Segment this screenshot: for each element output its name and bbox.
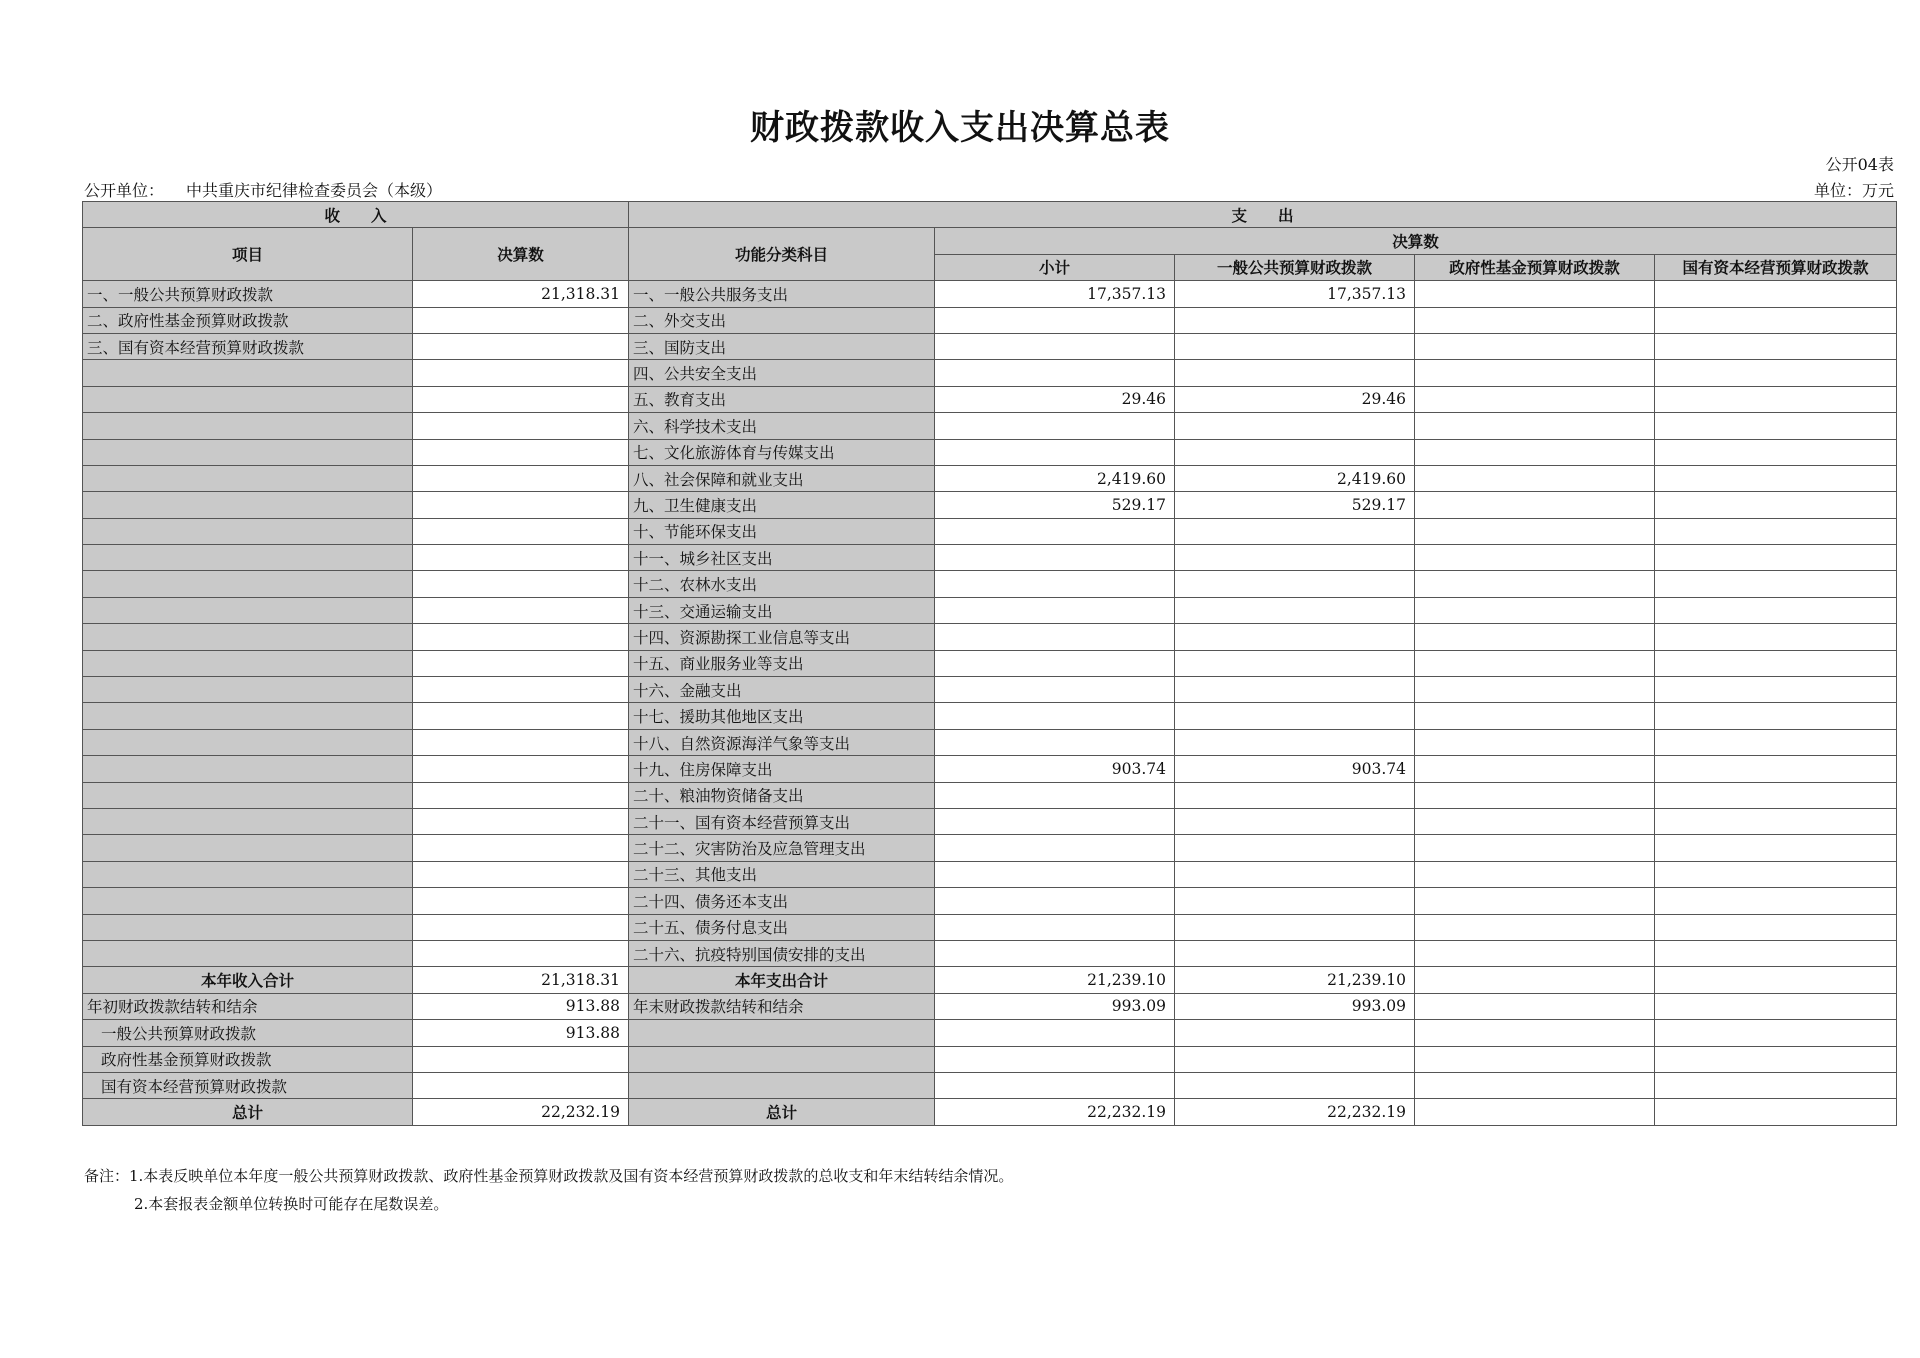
gov-fund-cell: [1415, 439, 1655, 465]
currency-unit: 单位：万元: [1813, 181, 1894, 200]
empty-cell: [935, 1046, 1175, 1072]
general-budget-cell: [1175, 888, 1415, 914]
subtotal-cell: 529.17: [935, 492, 1175, 518]
year-expense-capital: [1655, 967, 1897, 993]
year-income-label: 本年收入合计: [83, 967, 413, 993]
empty-cell: [1655, 1046, 1897, 1072]
expense-item-cell: 十一、城乡社区支出: [629, 545, 935, 571]
subtotal-cell: [935, 307, 1175, 333]
note-line: 备注：1.本表反映单位本年度一般公共预算财政拨款、政府性基金预算财政拨款及国有资本经营预算财政拨款的总收支和年末结转结余情况。: [84, 1167, 1014, 1185]
empty-cell: [935, 1020, 1175, 1046]
year-total-row: [83, 967, 1897, 993]
income-item-cell: 二、政府性基金预算财政拨款: [83, 307, 413, 333]
state-capital-cell: [1655, 281, 1897, 307]
empty-cell: [935, 1072, 1175, 1098]
table-row: [83, 518, 1897, 544]
income-amount-cell: [413, 545, 629, 571]
subtotal-cell: [935, 703, 1175, 729]
gov-fund-cell: [1415, 677, 1655, 703]
year-expense-subtotal: 21,239.10: [935, 967, 1175, 993]
gov-fund-cell: [1415, 756, 1655, 782]
subtotal-cell: [935, 360, 1175, 386]
item-header: 项目: [83, 228, 413, 281]
subtotal-cell: [935, 861, 1175, 887]
table-row: [83, 281, 1897, 307]
balance-row: [83, 993, 1897, 1019]
year-expense-fund: [1415, 967, 1655, 993]
gov-fund-cell: [1415, 545, 1655, 571]
expense-item-cell: 十六、金融支出: [629, 677, 935, 703]
income-item-cell: [83, 650, 413, 676]
table-row: [83, 835, 1897, 861]
general-budget-cell: [1175, 703, 1415, 729]
gov-fund-cell: [1415, 729, 1655, 755]
grand-total-income-label: 总计: [83, 1099, 413, 1125]
income-amount-cell: [413, 360, 629, 386]
year-expense-general: 21,239.10: [1175, 967, 1415, 993]
income-amount-cell: [413, 518, 629, 544]
end-balance-label: 年末财政拨款结转和结余: [629, 993, 935, 1019]
reporting-unit-name: 中共重庆市纪律检查委员会（本级）: [186, 181, 443, 200]
expense-item-cell: 十七、援助其他地区支出: [629, 703, 935, 729]
income-amount-cell: [413, 597, 629, 623]
general-budget-cell: 2,419.60: [1175, 465, 1415, 491]
subtotal-cell: 903.74: [935, 756, 1175, 782]
table-row: [83, 914, 1897, 940]
expense-item-cell: 十五、商业服务业等支出: [629, 650, 935, 676]
empty-cell: [1415, 1046, 1655, 1072]
income-amount-cell: [413, 703, 629, 729]
general-budget-cell: [1175, 333, 1415, 359]
table-row: [83, 808, 1897, 834]
income-amount-cell: [413, 386, 629, 412]
income-item-cell: [83, 518, 413, 544]
income-item-cell: [83, 465, 413, 491]
general-budget-cell: [1175, 413, 1415, 439]
income-item-cell: 三、国有资本经营预算财政拨款: [83, 333, 413, 359]
subtotal-cell: [935, 413, 1175, 439]
table-row: [83, 333, 1897, 359]
gov-fund-cell: [1415, 571, 1655, 597]
empty-subject-cell: [629, 1072, 935, 1098]
page-title: 财政拨款收入支出决算总表: [750, 108, 1170, 148]
income-item-cell: [83, 413, 413, 439]
state-capital-cell: [1655, 729, 1897, 755]
income-item-cell: [83, 808, 413, 834]
subtotal-cell: [935, 914, 1175, 940]
gov-fund-cell: [1415, 465, 1655, 491]
income-amount-cell: [413, 413, 629, 439]
gov-fund-cell: [1415, 360, 1655, 386]
table-row: [83, 413, 1897, 439]
subtotal-cell: [935, 677, 1175, 703]
grand-total-expense-subtotal: 22,232.19: [935, 1099, 1175, 1125]
subtotal-cell: 29.46: [935, 386, 1175, 412]
state-capital-cell: [1655, 703, 1897, 729]
income-amount-cell: [413, 677, 629, 703]
empty-subject-cell: [629, 1046, 935, 1072]
expense-item-cell: 二十、粮油物资储备支出: [629, 782, 935, 808]
empty-cell: [1175, 1046, 1415, 1072]
table-row: [83, 465, 1897, 491]
income-item-cell: [83, 729, 413, 755]
expense-item-cell: 十二、农林水支出: [629, 571, 935, 597]
state-capital-cell: [1655, 518, 1897, 544]
begin-fund-amount: [413, 1046, 629, 1072]
begin-fund-label: 政府性基金预算财政拨款: [83, 1046, 413, 1072]
table-row: [83, 703, 1897, 729]
expense-item-cell: 二十四、债务还本支出: [629, 888, 935, 914]
subtotal-cell: [935, 597, 1175, 623]
table-body: [83, 281, 1897, 967]
subtotal-cell: [935, 571, 1175, 597]
begin-general-amount: 913.88: [413, 1020, 629, 1046]
income-item-cell: 一、一般公共预算财政拨款: [83, 281, 413, 307]
general-budget-cell: [1175, 360, 1415, 386]
expense-item-cell: 一、一般公共服务支出: [629, 281, 935, 307]
income-item-cell: [83, 914, 413, 940]
empty-cell: [1175, 1020, 1415, 1046]
expense-item-cell: 六、科学技术支出: [629, 413, 935, 439]
general-budget-cell: [1175, 861, 1415, 887]
subtotal-cell: [935, 729, 1175, 755]
income-amount-cell: [413, 914, 629, 940]
general-budget-cell: [1175, 597, 1415, 623]
subtotal-cell: [935, 650, 1175, 676]
begin-capital-label: 国有资本经营预算财政拨款: [83, 1072, 413, 1098]
reporting-unit: [84, 178, 442, 201]
state-capital-cell: [1655, 386, 1897, 412]
table-row: [83, 624, 1897, 650]
begin-balance-amount: 913.88: [413, 993, 629, 1019]
table-row: [83, 439, 1897, 465]
table-row: [83, 360, 1897, 386]
grand-total-expense-label: 总计: [629, 1099, 935, 1125]
income-amount-cell: [413, 307, 629, 333]
income-item-cell: [83, 677, 413, 703]
year-expense-label: 本年支出合计: [629, 967, 935, 993]
empty-cell: [1175, 1072, 1415, 1098]
income-item-cell: [83, 386, 413, 412]
general-budget-cell: [1175, 729, 1415, 755]
expense-item-cell: 七、文化旅游体育与传媒支出: [629, 439, 935, 465]
income-item-cell: [83, 545, 413, 571]
state-capital-cell: [1655, 756, 1897, 782]
general-budget-cell: [1175, 545, 1415, 571]
grand-total-income-amount: 22,232.19: [413, 1099, 629, 1125]
expense-item-cell: 十八、自然资源海洋气象等支出: [629, 729, 935, 755]
general-budget-cell: [1175, 571, 1415, 597]
income-item-cell: [83, 861, 413, 887]
subtotal-cell: [935, 940, 1175, 966]
gov-fund-cell: [1415, 518, 1655, 544]
income-header: 收 入: [83, 202, 629, 228]
state-capital-cell: [1655, 861, 1897, 887]
header-row-1: [83, 202, 1897, 228]
header-row-2: [83, 228, 1897, 254]
reporting-unit-label: 公开单位：: [84, 181, 165, 200]
gov-fund-cell: [1415, 624, 1655, 650]
income-item-cell: [83, 756, 413, 782]
table-row: [83, 940, 1897, 966]
income-amount-cell: [413, 782, 629, 808]
general-budget-cell: [1175, 940, 1415, 966]
gov-fund-cell: [1415, 492, 1655, 518]
gov-fund-cell: [1415, 835, 1655, 861]
state-capital-cell: [1655, 677, 1897, 703]
end-balance-capital: [1655, 993, 1897, 1019]
table-row: [83, 386, 1897, 412]
expense-item-cell: 四、公共安全支出: [629, 360, 935, 386]
budget-summary-table: [82, 201, 1897, 1126]
expense-item-cell: 五、教育支出: [629, 386, 935, 412]
income-amount-cell: [413, 650, 629, 676]
income-item-cell: [83, 782, 413, 808]
grand-total-row: [83, 1099, 1897, 1125]
subtotal-cell: [935, 333, 1175, 359]
state-capital-cell: [1655, 940, 1897, 966]
income-item-cell: [83, 439, 413, 465]
income-amount-cell: [413, 624, 629, 650]
state-capital-cell: [1655, 782, 1897, 808]
gov-fund-cell: [1415, 413, 1655, 439]
general-budget-header: 一般公共预算财政拨款: [1175, 254, 1415, 280]
income-item-cell: [83, 492, 413, 518]
subtotal-cell: [935, 518, 1175, 544]
table-row: [83, 888, 1897, 914]
state-capital-cell: [1655, 545, 1897, 571]
end-balance-general: 993.09: [1175, 993, 1415, 1019]
expense-item-cell: 十四、资源勘探工业信息等支出: [629, 624, 935, 650]
income-item-cell: [83, 571, 413, 597]
income-item-cell: [83, 703, 413, 729]
general-budget-cell: [1175, 914, 1415, 940]
table-row: [83, 597, 1897, 623]
notes: [84, 1162, 1013, 1218]
begin-general-label: 一般公共预算财政拨款: [83, 1020, 413, 1046]
year-income-amount: 21,318.31: [413, 967, 629, 993]
general-budget-cell: [1175, 307, 1415, 333]
income-amount-cell: [413, 465, 629, 491]
general-budget-cell: [1175, 650, 1415, 676]
state-capital-cell: [1655, 307, 1897, 333]
subtotal-cell: 2,419.60: [935, 465, 1175, 491]
gov-fund-cell: [1415, 914, 1655, 940]
expense-item-cell: 三、国防支出: [629, 333, 935, 359]
state-capital-cell: [1655, 360, 1897, 386]
grand-total-expense-capital: [1655, 1099, 1897, 1125]
table-totals: [83, 967, 1897, 1125]
state-capital-cell: [1655, 333, 1897, 359]
table-row: [83, 545, 1897, 571]
empty-cell: [1655, 1072, 1897, 1098]
expense-item-cell: 十、节能环保支出: [629, 518, 935, 544]
subtotal-cell: [935, 439, 1175, 465]
end-balance-fund: [1415, 993, 1655, 1019]
form-number: 公开04表: [1825, 155, 1894, 174]
state-capital-cell: [1655, 597, 1897, 623]
subtotal-cell: 17,357.13: [935, 281, 1175, 307]
subtotal-cell: [935, 835, 1175, 861]
state-capital-cell: [1655, 571, 1897, 597]
table-row: [83, 307, 1897, 333]
begin-capital-amount: [413, 1072, 629, 1098]
state-capital-cell: [1655, 650, 1897, 676]
begin-capital-row: [83, 1072, 1897, 1098]
state-capital-header: 国有资本经营预算财政拨款: [1655, 254, 1897, 280]
begin-fund-row: [83, 1046, 1897, 1072]
gov-fund-cell: [1415, 888, 1655, 914]
grand-total-expense-general: 22,232.19: [1175, 1099, 1415, 1125]
gov-fund-cell: [1415, 861, 1655, 887]
general-budget-cell: 17,357.13: [1175, 281, 1415, 307]
expense-item-cell: 二十五、债务付息支出: [629, 914, 935, 940]
state-capital-cell: [1655, 914, 1897, 940]
income-amount-cell: [413, 492, 629, 518]
empty-cell: [1415, 1020, 1655, 1046]
table-row: [83, 782, 1897, 808]
general-budget-cell: [1175, 782, 1415, 808]
table-row: [83, 756, 1897, 782]
income-amount-cell: [413, 571, 629, 597]
table-row: [83, 571, 1897, 597]
gov-fund-cell: [1415, 597, 1655, 623]
subtotal-cell: [935, 545, 1175, 571]
income-item-cell: [83, 624, 413, 650]
general-budget-cell: [1175, 677, 1415, 703]
income-amount-cell: [413, 835, 629, 861]
subtotal-header: 小计: [935, 254, 1175, 280]
table-row: [83, 861, 1897, 887]
general-budget-cell: 29.46: [1175, 386, 1415, 412]
expense-item-cell: 八、社会保障和就业支出: [629, 465, 935, 491]
expense-item-cell: 二、外交支出: [629, 307, 935, 333]
gov-fund-cell: [1415, 281, 1655, 307]
income-amount-cell: [413, 861, 629, 887]
income-amount-cell: [413, 888, 629, 914]
empty-cell: [1415, 1072, 1655, 1098]
empty-cell: [1655, 1020, 1897, 1046]
state-capital-cell: [1655, 492, 1897, 518]
expense-item-cell: 十三、交通运输支出: [629, 597, 935, 623]
state-capital-cell: [1655, 835, 1897, 861]
state-capital-cell: [1655, 624, 1897, 650]
general-budget-cell: 903.74: [1175, 756, 1415, 782]
state-capital-cell: [1655, 439, 1897, 465]
table-row: [83, 677, 1897, 703]
subtotal-cell: [935, 782, 1175, 808]
gov-fund-cell: [1415, 782, 1655, 808]
subtotal-cell: [935, 888, 1175, 914]
income-item-cell: [83, 835, 413, 861]
empty-subject-cell: [629, 1020, 935, 1046]
final-amount-group-header: 决算数: [935, 228, 1897, 254]
gov-fund-cell: [1415, 703, 1655, 729]
func-subject-header: 功能分类科目: [629, 228, 935, 281]
state-capital-cell: [1655, 413, 1897, 439]
final-amount-header: 决算数: [413, 228, 629, 281]
gov-fund-cell: [1415, 333, 1655, 359]
gov-fund-cell: [1415, 808, 1655, 834]
begin-balance-label: 年初财政拨款结转和结余: [83, 993, 413, 1019]
income-item-cell: [83, 597, 413, 623]
income-amount-cell: [413, 439, 629, 465]
table-row: [83, 650, 1897, 676]
subtotal-cell: [935, 624, 1175, 650]
table-row: [83, 492, 1897, 518]
expense-item-cell: 九、卫生健康支出: [629, 492, 935, 518]
income-amount-cell: [413, 729, 629, 755]
state-capital-cell: [1655, 888, 1897, 914]
general-budget-cell: [1175, 439, 1415, 465]
begin-general-row: [83, 1020, 1897, 1046]
gov-fund-header: 政府性基金预算财政拨款: [1415, 254, 1655, 280]
expense-item-cell: 二十三、其他支出: [629, 861, 935, 887]
subtotal-cell: [935, 808, 1175, 834]
gov-fund-cell: [1415, 650, 1655, 676]
gov-fund-cell: [1415, 940, 1655, 966]
income-item-cell: [83, 940, 413, 966]
general-budget-cell: [1175, 518, 1415, 544]
income-amount-cell: 21,318.31: [413, 281, 629, 307]
state-capital-cell: [1655, 465, 1897, 491]
note-line: 2.本套报表金额单位转换时可能存在尾数误差。: [134, 1195, 449, 1213]
expense-item-cell: 二十一、国有资本经营预算支出: [629, 808, 935, 834]
expense-item-cell: 十九、住房保障支出: [629, 756, 935, 782]
income-item-cell: [83, 888, 413, 914]
expense-header: 支 出: [629, 202, 1897, 228]
general-budget-cell: [1175, 624, 1415, 650]
general-budget-cell: [1175, 835, 1415, 861]
grand-total-expense-fund: [1415, 1099, 1655, 1125]
general-budget-cell: [1175, 808, 1415, 834]
general-budget-cell: 529.17: [1175, 492, 1415, 518]
table-row: [83, 729, 1897, 755]
income-item-cell: [83, 360, 413, 386]
income-amount-cell: [413, 808, 629, 834]
expense-item-cell: 二十二、灾害防治及应急管理支出: [629, 835, 935, 861]
end-balance-subtotal: 993.09: [935, 993, 1175, 1019]
gov-fund-cell: [1415, 386, 1655, 412]
income-amount-cell: [413, 756, 629, 782]
gov-fund-cell: [1415, 307, 1655, 333]
expense-item-cell: 二十六、抗疫特别国债安排的支出: [629, 940, 935, 966]
income-amount-cell: [413, 333, 629, 359]
income-amount-cell: [413, 940, 629, 966]
state-capital-cell: [1655, 808, 1897, 834]
